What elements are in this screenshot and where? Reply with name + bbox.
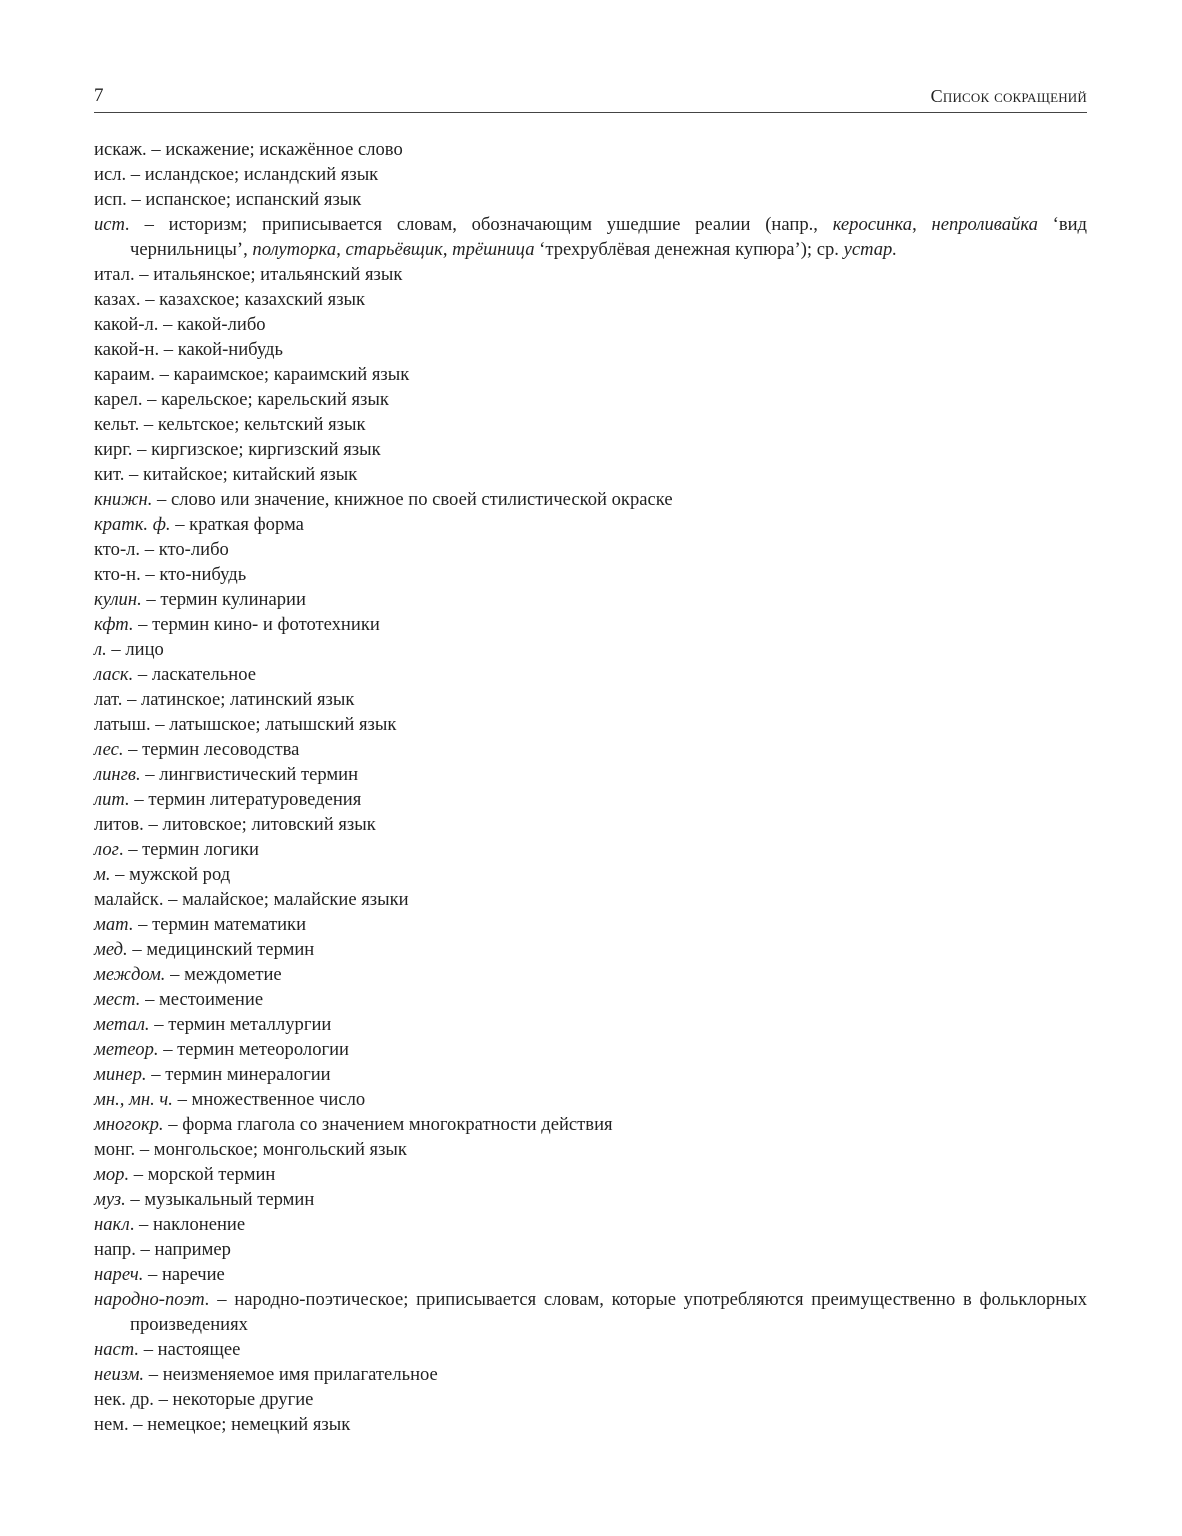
abbreviation-term: исл. xyxy=(94,164,127,185)
abbreviation-text: старьёвщик xyxy=(345,239,443,260)
abbreviation-entry xyxy=(94,1062,1087,1087)
abbreviation-term: нек. др. xyxy=(94,1389,154,1410)
abbreviation-term: малайск. xyxy=(94,889,164,910)
abbreviation-entry xyxy=(94,862,1087,887)
abbreviation-text: – исландское; исландский язык xyxy=(126,164,379,185)
abbreviation-entry xyxy=(94,962,1087,987)
abbreviation-term: кельт. xyxy=(94,414,140,435)
abbreviation-term: кратк. ф. xyxy=(94,514,171,535)
abbreviation-term: кфт. xyxy=(94,614,134,635)
abbreviation-text: – термин лесоводства xyxy=(123,739,300,760)
abbreviation-term: мор. xyxy=(94,1164,130,1185)
abbreviation-text: – морской термин xyxy=(129,1164,276,1185)
abbreviation-text: – музыкальный термин xyxy=(125,1189,315,1210)
page-number: 7 xyxy=(94,85,104,106)
abbreviation-term: метеор. xyxy=(94,1039,159,1060)
abbreviation-text: – кельтское; кельтский язык xyxy=(139,414,366,435)
abbreviation-text: – итальянское; итальянский язык xyxy=(134,264,403,285)
abbreviation-entry xyxy=(94,487,1087,512)
abbreviation-text: ‘трехрублёвая денежная купюра’); ср. xyxy=(534,239,844,260)
abbreviation-term: мест. xyxy=(94,989,141,1010)
abbreviation-text: – термин литературоведения xyxy=(129,789,362,810)
abbreviation-text: – латышское; латышский язык xyxy=(150,714,397,735)
abbreviation-term: какой-л. xyxy=(94,314,159,335)
abbreviation-entry xyxy=(94,462,1087,487)
abbreviation-entry xyxy=(94,512,1087,537)
abbreviation-entry xyxy=(94,562,1087,587)
abbreviation-term: м. xyxy=(94,864,111,885)
abbreviation-term: итал. xyxy=(94,264,135,285)
abbreviation-term: кулин. xyxy=(94,589,142,610)
abbreviation-entry xyxy=(94,1337,1087,1362)
abbreviation-entry xyxy=(94,787,1087,812)
abbreviation-entry xyxy=(94,137,1087,162)
abbreviation-entry xyxy=(94,687,1087,712)
abbreviation-text: – мужской род xyxy=(110,864,231,885)
abbreviation-text: – термин минералогии xyxy=(146,1064,331,1085)
abbreviation-entry xyxy=(94,887,1087,912)
abbreviation-entry xyxy=(94,1362,1087,1387)
abbreviation-entry xyxy=(94,912,1087,937)
abbreviation-term: караим. xyxy=(94,364,155,385)
abbreviation-term: исп. xyxy=(94,189,127,210)
abbreviation-term: латыш. xyxy=(94,714,151,735)
abbreviation-text: – немецкое; немецкий язык xyxy=(128,1414,351,1435)
abbreviation-term: мн., мн. ч. xyxy=(94,1089,173,1110)
abbreviation-term: кирг. xyxy=(94,439,133,460)
abbreviation-text: – краткая форма xyxy=(170,514,304,535)
abbreviation-term: нареч. xyxy=(94,1264,144,1285)
abbreviation-text: – местоимение xyxy=(140,989,264,1010)
abbreviation-text: – медицинский термин xyxy=(127,939,315,960)
abbreviation-entry xyxy=(94,937,1087,962)
abbreviation-entry xyxy=(94,662,1087,687)
abbreviation-term: напр. xyxy=(94,1239,136,1260)
abbreviation-text: – некоторые другие xyxy=(153,1389,314,1410)
abbreviation-text: – народно-поэтическое; приписывается словам, которые употребляются преимущественно в фольклорных произведениях xyxy=(130,1289,1087,1335)
abbreviation-entry xyxy=(94,762,1087,787)
abbreviation-text: – какой-нибудь xyxy=(159,339,283,360)
abbreviation-term: монг. xyxy=(94,1139,136,1160)
abbreviation-entry xyxy=(94,812,1087,837)
abbreviation-entry xyxy=(94,537,1087,562)
abbreviation-term: лес. xyxy=(94,739,124,760)
abbreviation-entry xyxy=(94,637,1087,662)
abbreviation-entry xyxy=(94,737,1087,762)
abbreviation-text: – малайское; малайские языки xyxy=(163,889,409,910)
abbreviation-text: – искажение; искажённое слово xyxy=(146,139,403,160)
abbreviation-entry xyxy=(94,612,1087,637)
abbreviation-term: ласк. xyxy=(94,664,134,685)
abbreviation-text: – испанское; испанский язык xyxy=(126,189,362,210)
abbreviation-term: казах. xyxy=(94,289,141,310)
abbreviation-text: устар. xyxy=(843,239,897,260)
abbreviation-entry xyxy=(94,312,1087,337)
abbreviation-text: – термин кино- и фототехники xyxy=(133,614,380,635)
abbreviation-text: – множественное число xyxy=(172,1089,366,1110)
abbreviation-term: искаж. xyxy=(94,139,147,160)
abbreviation-text: – историзм; приписывается словам, обозначающим ушедшие реалии (напр., xyxy=(129,214,833,235)
abbreviation-term: л. xyxy=(94,639,107,660)
abbreviation-entry xyxy=(94,362,1087,387)
abbreviation-entry xyxy=(94,1162,1087,1187)
abbreviation-entry xyxy=(94,187,1087,212)
abbreviation-text: – форма глагола со значением многократности действия xyxy=(163,1114,613,1135)
abbreviation-term: нем. xyxy=(94,1414,129,1435)
abbreviation-entry xyxy=(94,1087,1087,1112)
abbreviation-term: междом. xyxy=(94,964,166,985)
abbreviation-term: наст. xyxy=(94,1339,140,1360)
abbreviation-term: мат. xyxy=(94,914,134,935)
abbreviation-entry xyxy=(94,387,1087,412)
abbreviation-term: метал. xyxy=(94,1014,150,1035)
abbreviation-term: ист. xyxy=(94,214,130,235)
abbreviation-term: книжн. xyxy=(94,489,153,510)
abbreviation-entry xyxy=(94,1137,1087,1162)
abbreviation-term: лог xyxy=(94,839,119,860)
abbreviation-entry xyxy=(94,1237,1087,1262)
abbreviation-text: – термин металлургии xyxy=(149,1014,332,1035)
abbreviation-term: народно-поэт. xyxy=(94,1289,210,1310)
abbreviation-term: неизм. xyxy=(94,1364,145,1385)
abbreviation-term: мед. xyxy=(94,939,128,960)
abbreviation-term: многокр. xyxy=(94,1114,164,1135)
abbreviation-term: литов. xyxy=(94,814,144,835)
abbreviation-entry xyxy=(94,837,1087,862)
abbreviation-entry xyxy=(94,287,1087,312)
abbreviation-text: – настоящее xyxy=(139,1339,241,1360)
abbreviation-entry xyxy=(94,262,1087,287)
abbreviation-entry xyxy=(94,1037,1087,1062)
abbreviation-text: – карельское; карельский язык xyxy=(142,389,389,410)
abbreviation-term: накл xyxy=(94,1214,130,1235)
abbreviation-text: – монгольское; монгольский язык xyxy=(135,1139,407,1160)
abbreviation-text: – термин математики xyxy=(133,914,307,935)
abbreviation-term: кит. xyxy=(94,464,125,485)
abbreviation-term: минер. xyxy=(94,1064,147,1085)
abbreviation-entry xyxy=(94,212,1087,262)
abbreviation-entry xyxy=(94,337,1087,362)
abbreviation-text: – например xyxy=(135,1239,231,1260)
abbreviation-text: – лицо xyxy=(106,639,164,660)
abbreviation-text: трёшница xyxy=(452,239,535,260)
abbreviation-term: кто-л. xyxy=(94,539,141,560)
abbreviation-entry xyxy=(94,1187,1087,1212)
abbreviation-text: – неизменяемое имя прилагательное xyxy=(144,1364,438,1385)
abbreviation-entry xyxy=(94,712,1087,737)
abbreviation-text: – литовское; литовский язык xyxy=(143,814,376,835)
abbreviation-text: – китайское; китайский язык xyxy=(124,464,358,485)
abbreviation-text: непроливайка xyxy=(931,214,1038,235)
abbreviation-entry xyxy=(94,1287,1087,1337)
abbreviation-text: полуторка xyxy=(252,239,337,260)
abbreviation-text: – караимское; караимский язык xyxy=(154,364,410,385)
abbreviation-list xyxy=(94,137,1087,1437)
abbreviation-text: , xyxy=(336,239,346,260)
running-head xyxy=(94,84,1087,113)
abbreviation-text: – слово или значение, книжное по своей стилистической окраске xyxy=(152,489,673,510)
abbreviation-text: – термин кулинарии xyxy=(141,589,306,610)
abbreviation-entry xyxy=(94,437,1087,462)
abbreviation-text: – казахское; казахский язык xyxy=(140,289,366,310)
abbreviation-text: ‘вид чернильницы’, xyxy=(130,214,1088,260)
abbreviation-text: – кто-либо xyxy=(140,539,229,560)
abbreviation-text: – термин метеорологии xyxy=(158,1039,350,1060)
section-title: Список сокращений xyxy=(930,86,1087,106)
abbreviation-entry xyxy=(94,1112,1087,1137)
abbreviation-entry xyxy=(94,587,1087,612)
abbreviation-entry xyxy=(94,1387,1087,1412)
abbreviation-text: – ласкательное xyxy=(133,664,257,685)
abbreviation-term: муз. xyxy=(94,1189,126,1210)
abbreviation-entry xyxy=(94,162,1087,187)
abbreviation-text: – кто-нибудь xyxy=(140,564,247,585)
abbreviation-term: лат. xyxy=(94,689,123,710)
abbreviation-entry xyxy=(94,1212,1087,1237)
abbreviation-text: – междометие xyxy=(165,964,282,985)
abbreviation-term: кто-н. xyxy=(94,564,141,585)
abbreviation-text: . – наклонение xyxy=(129,1214,246,1235)
abbreviation-text: – лингвистический термин xyxy=(140,764,359,785)
abbreviation-text: керосинка xyxy=(832,214,913,235)
abbreviation-text: , xyxy=(912,214,932,235)
abbreviation-text: , xyxy=(442,239,453,260)
abbreviation-entry xyxy=(94,1262,1087,1287)
abbreviation-text: . – термин логики xyxy=(118,839,259,860)
abbreviation-text: – латинское; латинский язык xyxy=(122,689,355,710)
abbreviation-text: – какой-либо xyxy=(158,314,266,335)
abbreviation-entry xyxy=(94,1412,1087,1437)
abbreviation-term: какой-н. xyxy=(94,339,160,360)
abbreviation-term: лит. xyxy=(94,789,130,810)
abbreviation-entry xyxy=(94,987,1087,1012)
abbreviation-term: лингв. xyxy=(94,764,141,785)
abbreviation-entry xyxy=(94,1012,1087,1037)
abbreviation-term: карел. xyxy=(94,389,143,410)
abbreviation-entry xyxy=(94,412,1087,437)
abbreviation-text: – наречие xyxy=(143,1264,225,1285)
abbreviation-text: – киргизское; киргизский язык xyxy=(132,439,381,460)
